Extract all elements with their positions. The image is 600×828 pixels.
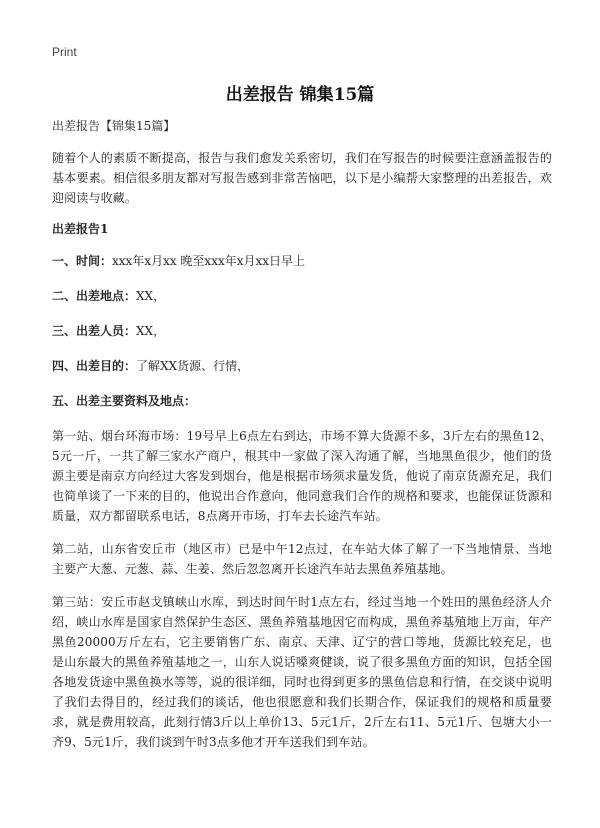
print-link[interactable]: Print <box>52 45 77 59</box>
item-value: XX， <box>136 324 166 338</box>
item-purpose <box>52 358 552 374</box>
document-body <box>52 118 552 765</box>
paragraph-stop-3: 第三站：安丘市赵戈镇峡山水库，到达时间午时1点左右，经过当地一个姓田的黑鱼经济人介绍，峡山水库是国家自然保护生态区、黑鱼养殖基地因它而构成，黑鱼养基殖地上万亩，年产黑鱼20000万斤左右，它主要销售广东、南京、天津、辽宁的营口等地，货源比较充足，也是山东最大的黑鱼养殖基地之一，山东人说话嗓爽健谈，说了很多黑鱼方面的知识，包括全国各地发货途中黑鱼换水等等，说的很详细，同时也得到更多的黑鱼信息和行情，在交谈中说明了我们去得目的，经过我们的谈话，他也很愿意和我们长期合作，保证我们的规格和质量要求，就是费用较高，此刻行情3斤以上单价13、5元1斤，2斤左右11、5元1斤、包塘大小一齐9、5元1斤，我们谈到午时3点多他才开车送我们到车站。 <box>52 595 552 749</box>
item-value: xxx年x月xx 晚至xxx年x月xx日早上 <box>112 254 306 268</box>
report-1-heading: 出差报告1 <box>52 222 109 236</box>
paragraph-stop-2: 第二站，山东省安丘市（地区市）已是中午12点过，在车站大体了解了一下当地情景、当地主要产大葱、元葱、蒜、生姜、然后忽忽离开长途汽车站去黑鱼养殖基地。 <box>52 542 552 576</box>
item-label: 一、时间： <box>52 254 113 268</box>
document-subtitle: 出差报告【锦集15篇】 <box>52 119 176 133</box>
paragraph-stop-1: 第一站、烟台环海市场：19号早上6点左右到达，市场不算大货源不多，3斤左右的黑鱼12、5元一斤，一共了解三家水产商户，根其中一家做了深入沟通了解，当地黑鱼很少，他们的货源主要是南京方向经过大客发到烟台，他是根据市场须求量发货，他说了南京货源充足，我们也简单谈了一下来的目的，他说出合作意向，他同意我们合作的规格和要求，也能保证货源和质量，双方都留联系电话，8点离开市场，打车去长途汽车站。 <box>52 429 552 523</box>
item-label: 四、出差目的： <box>52 359 137 373</box>
item-value: XX， <box>136 289 166 303</box>
section-5-heading: 五、出差主要资料及地点： <box>52 394 197 408</box>
item-time <box>52 253 552 269</box>
item-label: 三、出差人员： <box>52 324 137 338</box>
intro-paragraph: 随着个人的素质不断提高，报告与我们愈发关系密切，我们在写报告的时候要注意涵盖报告的基本要素。相信很多朋友都对写报告感到非常苦恼吧，以下是小编帮大家整理的出差报告，欢迎阅读与收藏。 <box>52 151 552 205</box>
item-location <box>52 288 552 304</box>
item-label: 二、出差地点： <box>52 289 137 303</box>
item-value: 了解XX货源、行情， <box>136 359 250 373</box>
item-personnel <box>52 323 552 339</box>
document-title: 出差报告 锦集15篇 <box>225 85 375 105</box>
